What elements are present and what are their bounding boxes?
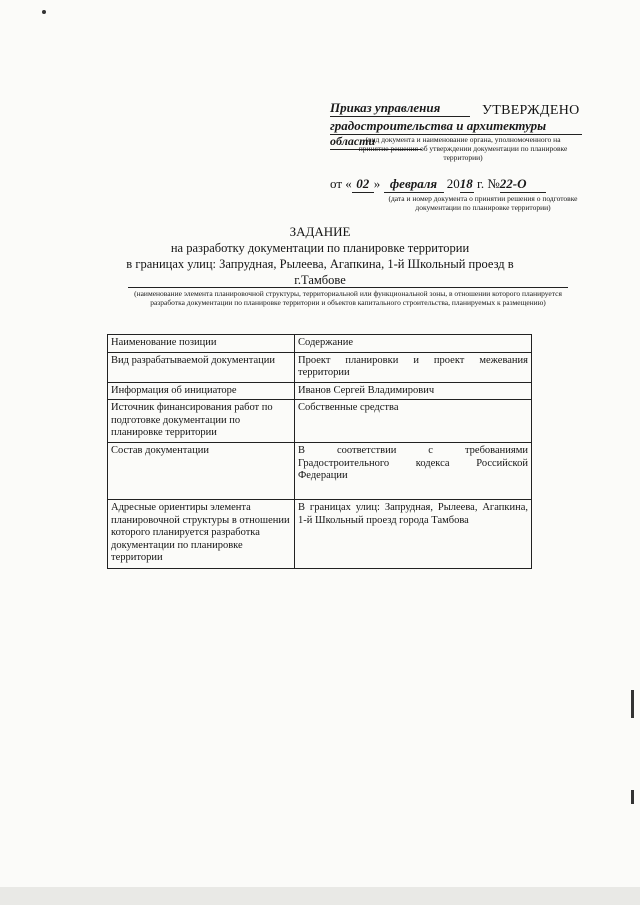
approval-label: УТВЕРЖДЕНО [482, 103, 580, 118]
header-position: Наименование позиции [108, 335, 295, 353]
assignment-table [107, 334, 532, 569]
row-position: Вид разрабатываемой документации [108, 352, 295, 382]
date-year: 18 [459, 176, 473, 191]
row-content: Иванов Сергей Владимирович [295, 382, 532, 400]
table-row [108, 500, 532, 569]
scan-edge-mark [631, 690, 634, 718]
approval-handwritten-line3: области [330, 134, 422, 150]
table-header-row [108, 335, 532, 353]
date-mid: » [373, 176, 381, 191]
task-subtitle-line3: г.Тамбове [294, 273, 346, 287]
date-caption: (дата и номер документа о принятии решения о подготовке документации по планировке территории) [388, 194, 578, 212]
scan-bottom-band [0, 887, 640, 905]
table-row [108, 443, 532, 500]
row-content: Собственные средства [295, 400, 532, 443]
approval-handwritten-line1: Приказ управления [330, 100, 470, 117]
heading-caption: (наименование элемента планировочной структуры, территориальной или функциональной зоны, в отношении которого планируется разработка документации по планировке территории и объектов капитального строительства, планируемых к размещению) [134, 289, 562, 307]
date-number: 22-О [500, 176, 546, 193]
date-day: 02 [352, 176, 374, 193]
header-content: Содержание [295, 335, 532, 353]
approval-caption: (вид документа и наименование органа, уполномоченного на принятие решения об утверждении документации по планировке территории) [358, 135, 568, 162]
table-row [108, 400, 532, 443]
row-position: Адресные ориентиры элемента планировочной структуры в отношении которого планируется разработка документации по планировке территории [108, 500, 295, 569]
approval-date-line [330, 176, 546, 193]
table-row [108, 382, 532, 400]
row-content: Проект планировки и проект межевания территории [295, 352, 532, 382]
row-position: Информация об инициаторе [108, 382, 295, 400]
task-subtitle-line2: в границах улиц: Запрудная, Рылеева, Агапкина, 1-й Школьный проезд в [126, 257, 514, 271]
row-position: Состав документации [108, 443, 295, 500]
date-month: февраля [384, 176, 444, 193]
scan-edge-mark [631, 790, 634, 804]
row-position: Источник финансирования работ по подготовке документации по планировке территории [108, 400, 295, 443]
heading-underline [128, 287, 568, 288]
table-row [108, 352, 532, 382]
date-prefix: от « [330, 176, 352, 191]
task-subtitle-line1: на разработку документации по планировке территории [170, 241, 470, 255]
scan-speck [42, 10, 46, 14]
row-content: В соответствии с требованиями Градостроительного кодекса Российской Федерации [295, 443, 532, 500]
date-year-suffix: г. № [477, 176, 500, 191]
row-content: В границах улиц: Запрудная, Рылеева, Агапкина, 1-й Школьный проезд города Тамбова [295, 500, 532, 569]
approval-handwritten-line2: градостроительства и архитектуры [330, 118, 582, 135]
date-year-prefix: 20 [446, 176, 460, 191]
task-title: ЗАДАНИЕ [289, 224, 351, 239]
